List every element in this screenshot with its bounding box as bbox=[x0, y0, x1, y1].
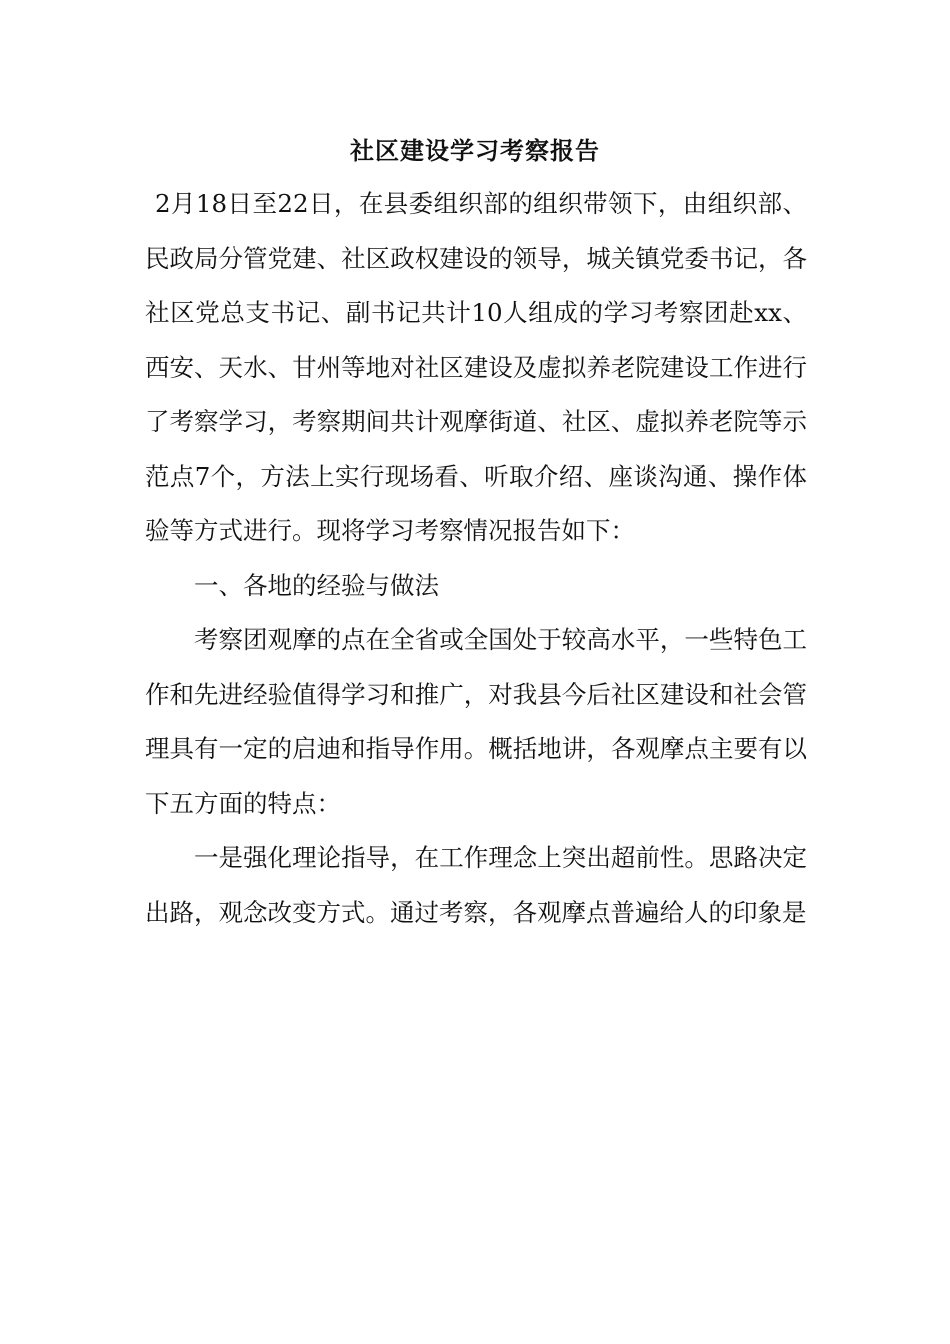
paragraph-point-1: 一是强化理论指导，在工作理念上突出超前性。思路决定出路，观念改变方式。通过考察，各观摩点普遍给人的印象是 bbox=[145, 843, 807, 927]
document-title: 社区建设学习考察报告 bbox=[350, 136, 600, 165]
document-body bbox=[145, 177, 807, 940]
section-heading-1: 一、各地的经验与做法 bbox=[194, 570, 439, 600]
paragraph-intro: 2月18日至22日，在县委组织部的组织带领下，由组织部、民政局分管党建、社区政权建设的领导，城关镇党委书记，各社区党总支书记、副书记共计10人组成的学习考察团赴xx、西安、天水、甘州等地对社区建设及虚拟养老院建设工作进行了考察学习，考察期间共计观摩街道、社区、虚拟养老院等示范点7个，方法上实行现场看、听取介绍、座谈沟通、操作体验等方式进行。现将学习考察情况报告如下： bbox=[145, 189, 807, 545]
paragraph-overview: 考察团观摩的点在全省或全国处于较高水平，一些特色工作和先进经验值得学习和推广，对我县今后社区建设和社会管理具有一定的启迪和指导作用。概括地讲，各观摩点主要有以下五方面的特点： bbox=[145, 625, 807, 818]
